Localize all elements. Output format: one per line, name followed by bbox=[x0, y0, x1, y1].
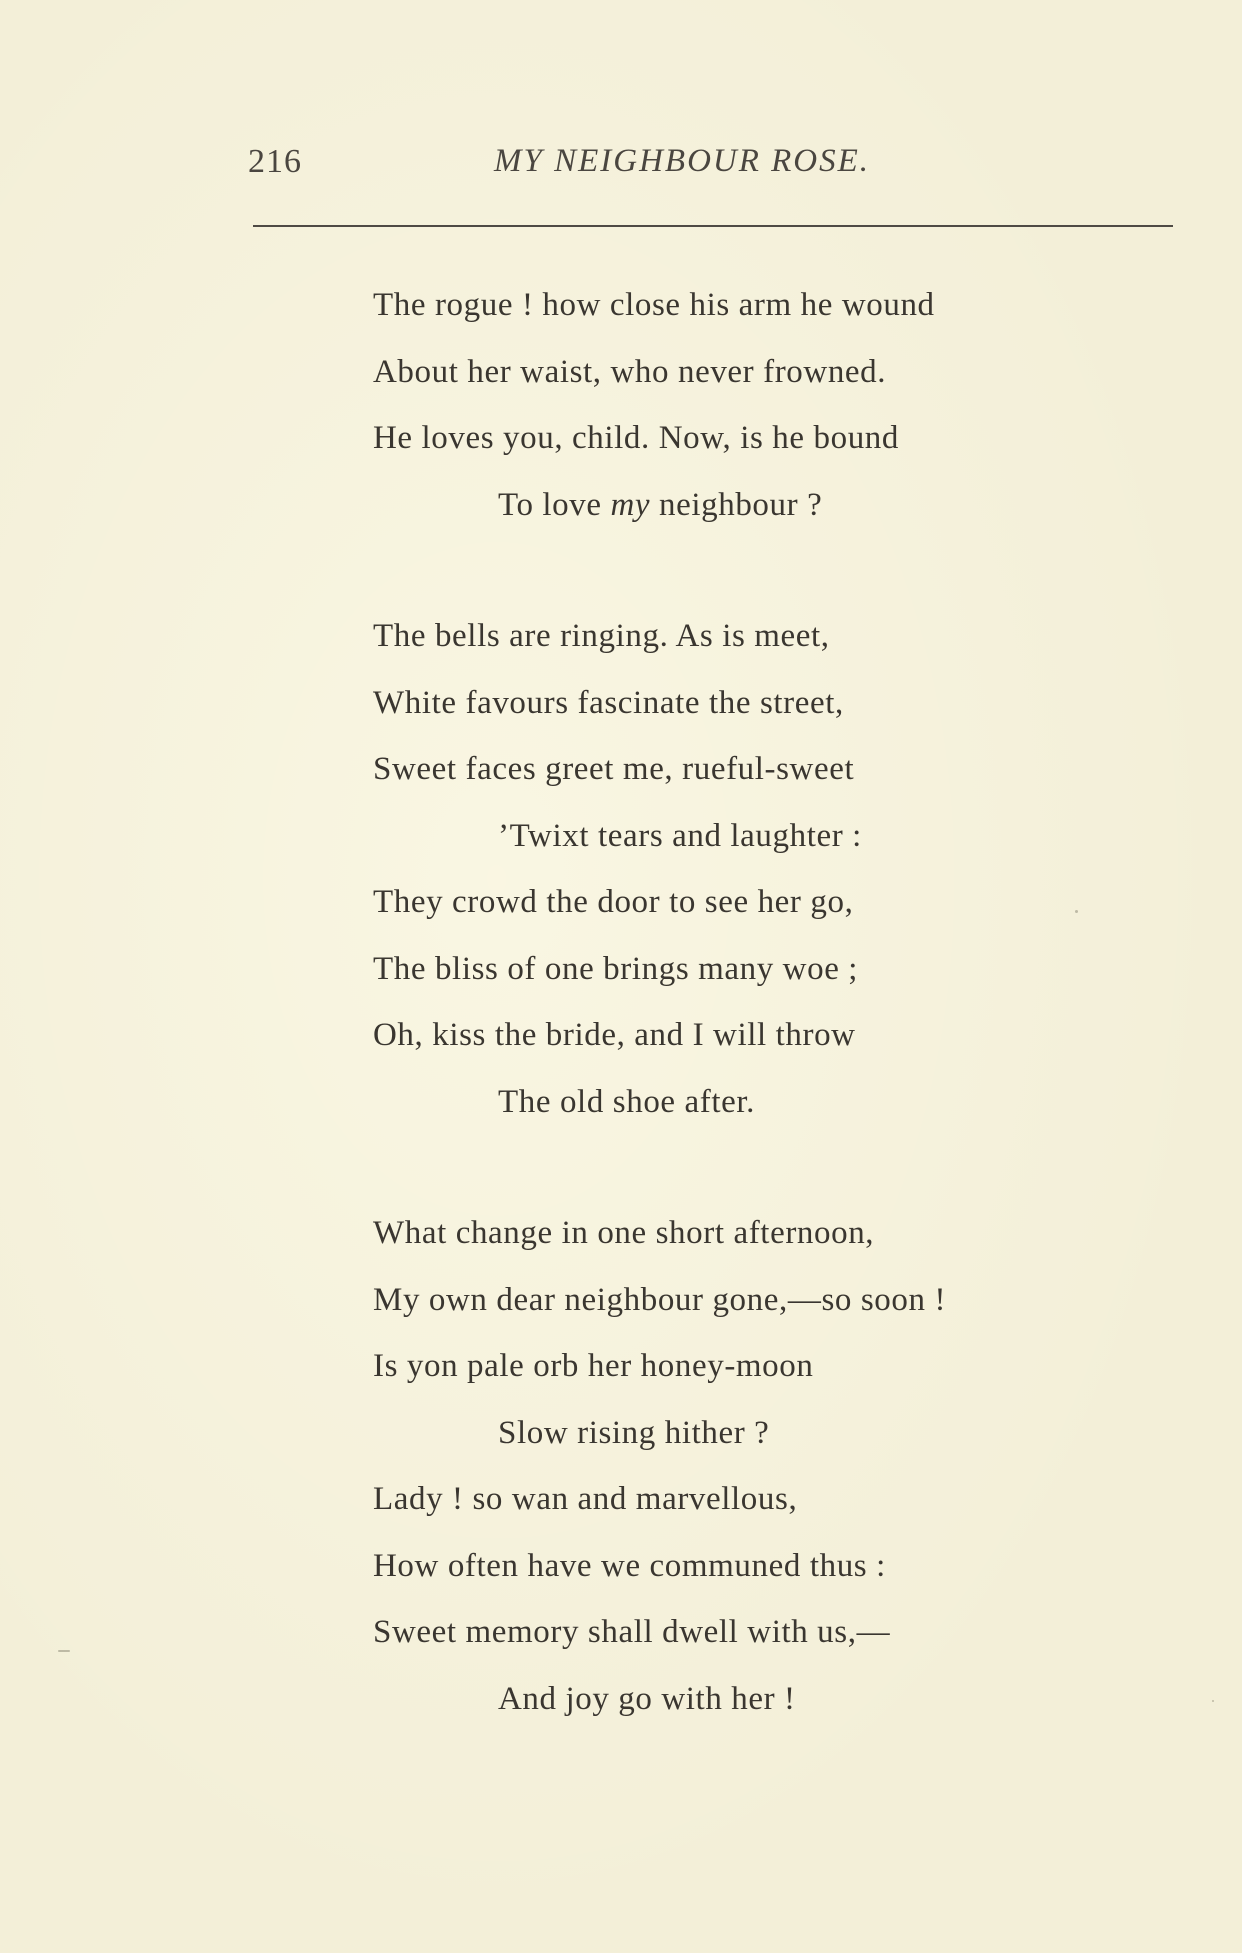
poem-line-refrain: Slow rising hither ? bbox=[498, 1414, 770, 1451]
line-segment: neighbour ? bbox=[650, 486, 823, 523]
stanza-1 bbox=[373, 272, 1193, 538]
poem-line: Sweet faces greet me, rueful-sweet bbox=[373, 751, 855, 787]
poem-line: They crowd the door to see her go, bbox=[373, 884, 854, 920]
stanza-3 bbox=[373, 1200, 1193, 1732]
stanza-2 bbox=[373, 603, 1193, 1135]
poem-line: Oh, kiss the bride, and I will throw bbox=[373, 1017, 856, 1053]
poem-line-refrain: The old shoe after. bbox=[498, 1083, 755, 1120]
paper-speck bbox=[58, 1650, 70, 1652]
poem-line: The bliss of one brings many woe ; bbox=[373, 950, 859, 987]
italic-emphasis: my bbox=[610, 486, 651, 523]
poem-line: Lady ! so wan and marvellous, bbox=[373, 1481, 798, 1517]
poem-body bbox=[373, 272, 1193, 1797]
poem-line: Is yon pale orb her honey-moon bbox=[373, 1348, 814, 1384]
line-segment: To love bbox=[498, 486, 611, 523]
paper-speck bbox=[1212, 1700, 1214, 1702]
poem-line-refrain: And joy go with her ! bbox=[498, 1680, 796, 1717]
header-rule bbox=[253, 225, 1173, 227]
page-header bbox=[248, 143, 1178, 193]
poem-line: The bells are ringing. As is meet, bbox=[373, 618, 830, 654]
poem-line: My own dear neighbour gone,—so soon ! bbox=[373, 1281, 947, 1318]
poem-line: Sweet memory shall dwell with us,— bbox=[373, 1614, 891, 1650]
poem-line-refrain: ’Twixt tears and laughter : bbox=[498, 817, 862, 854]
poem-line: He loves you, child. Now, is he bound bbox=[373, 420, 899, 456]
poem-line: How often have we communed thus : bbox=[373, 1547, 886, 1584]
running-title: MY NEIGHBOUR ROSE. bbox=[494, 143, 871, 179]
poem-line-refrain bbox=[373, 472, 1193, 539]
page-number: 216 bbox=[248, 143, 302, 180]
poem-line: What change in one short afternoon, bbox=[373, 1215, 875, 1251]
poem-line: The rogue ! how close his arm he wound bbox=[373, 287, 935, 323]
poem-line: About her waist, who never frowned. bbox=[373, 353, 887, 390]
paper-speck bbox=[1075, 910, 1078, 913]
poem-line: White favours fascinate the street, bbox=[373, 684, 844, 721]
